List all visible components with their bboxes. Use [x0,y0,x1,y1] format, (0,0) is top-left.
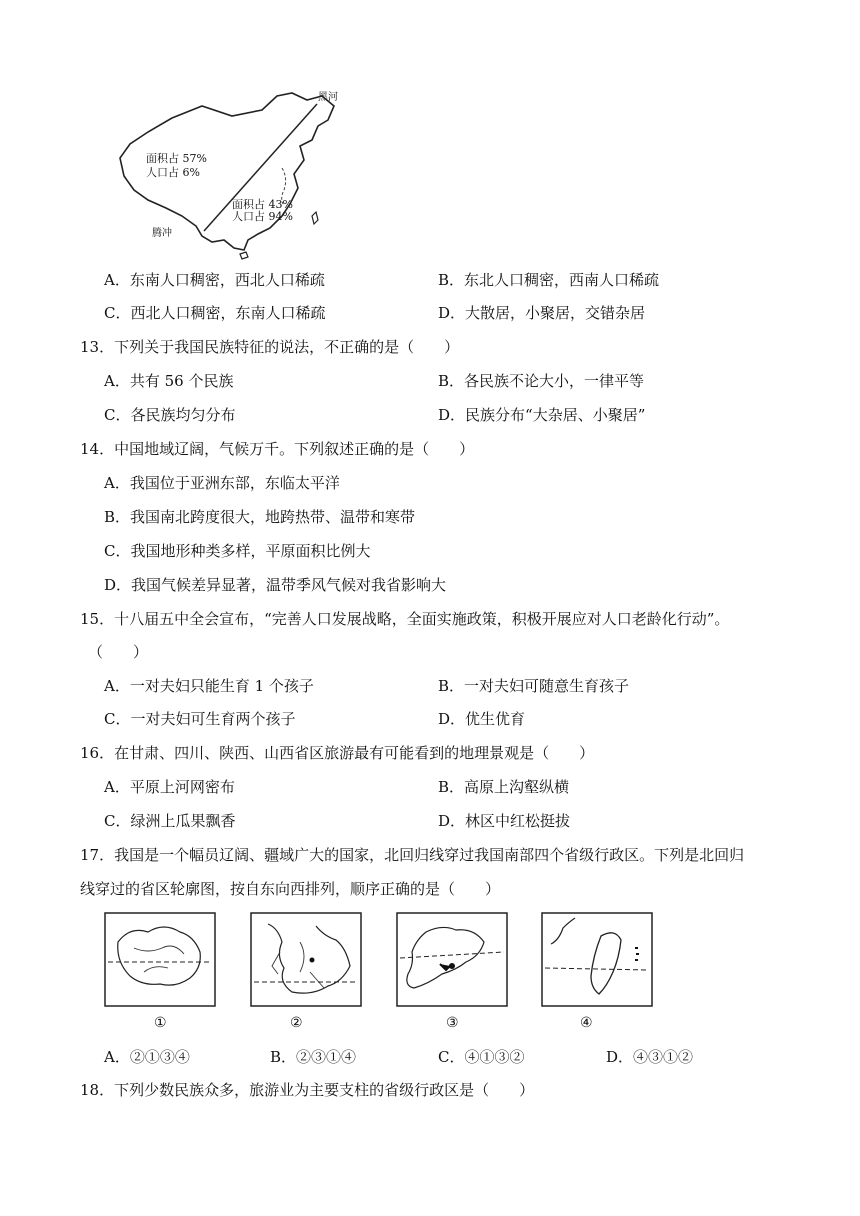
province-map-1 [104,912,216,1007]
tengchong-label: 腾冲 [152,228,172,239]
q14-stem: 14．中国地域辽阔，气候万千。下列叙述正确的是（ ） [80,440,475,458]
province-label-2: ② [290,1015,303,1031]
q16-option-c[interactable]: C．绿洲上瓜果飘香 [104,812,236,830]
q13-option-b[interactable]: B．各民族不论大小，一律平等 [438,372,645,390]
q15-option-a[interactable]: A．一对夫妇只能生育 1 个孩子 [104,677,314,695]
q17-option-c[interactable]: C．④①③② [438,1048,525,1066]
q16-option-d[interactable]: D．林区中红松挺拔 [438,812,571,830]
q12-option-d[interactable]: D．大散居，小聚居，交错杂居 [438,304,646,322]
west-area-text: 面积占 57% [146,152,207,165]
q17-option-b[interactable]: B．②③①④ [270,1048,357,1066]
q13-option-a[interactable]: A．共有 56 个民族 [104,372,234,390]
q14-option-c[interactable]: C．我国地形种类多样，平原面积比例大 [104,542,371,560]
q17-stem-line2: 线穿过的省区轮廓图，按自东向西排列，顺序正确的是（ ） [80,880,501,898]
q17-option-d[interactable]: D．④③①② [606,1048,694,1066]
east-population-text: 人口占 94% [232,210,293,223]
west-population-text: 人口占 6% [146,166,200,179]
q12-option-b[interactable]: B．东北人口稠密，西南人口稀疏 [438,271,660,289]
q16-option-b[interactable]: B．高原上沟壑纵横 [438,778,570,796]
q15-option-c[interactable]: C．一对夫妇可生育两个孩子 [104,710,296,728]
q16-option-a[interactable]: A．平原上河网密布 [104,778,235,796]
q15-option-b[interactable]: B．一对夫妇可随意生育孩子 [438,677,630,695]
q14-option-b[interactable]: B．我国南北跨度很大，地跨热带、温带和寒带 [104,508,416,526]
q13-option-d[interactable]: D．民族分布“大杂居、小聚居” [438,406,646,424]
heihe-label: 黑河 [318,92,338,103]
q13-option-c[interactable]: C．各民族均匀分布 [104,406,236,424]
q17-option-a[interactable]: A．②①③④ [104,1048,190,1066]
province-label-4: ④ [580,1015,593,1031]
q14-option-d[interactable]: D．我国气候差异显著，温带季风气候对我省影响大 [104,576,447,594]
province-label-1: ① [154,1015,167,1031]
q18-stem: 18．下列少数民族众多，旅游业为主要支柱的省级行政区是（ ） [80,1081,535,1099]
q15-stem-continuation: （ ） [88,643,149,661]
q12-option-c[interactable]: C．西北人口稠密，东南人口稀疏 [104,304,326,322]
east-area-text: 面积占 43% [232,198,293,211]
q14-option-a[interactable]: A．我国位于亚洲东部，东临太平洋 [104,474,340,492]
q15-stem: 15．十八届五中全会宣布，“完善人口发展战略，全面实施政策，积极开展应对人口老龄化行动”。 [80,610,730,628]
province-map-4 [541,912,653,1007]
q13-stem: 13．下列关于我国民族特征的说法，不正确的是（ ） [80,338,460,356]
q15-option-d[interactable]: D．优生优育 [438,710,526,728]
q12-option-a[interactable]: A．东南人口稠密，西北人口稀疏 [104,271,325,289]
china-population-map [112,88,342,263]
q17-stem-line1: 17．我国是一个幅员辽阔、疆域广大的国家，北回归线穿过我国南部四个省级行政区。下列是北回归 [80,846,745,864]
province-map-3 [396,912,508,1007]
q16-stem: 16．在甘肃、四川、陕西、山西省区旅游最有可能看到的地理景观是（ ） [80,744,595,762]
province-label-3: ③ [446,1015,459,1031]
province-map-2 [250,912,362,1007]
